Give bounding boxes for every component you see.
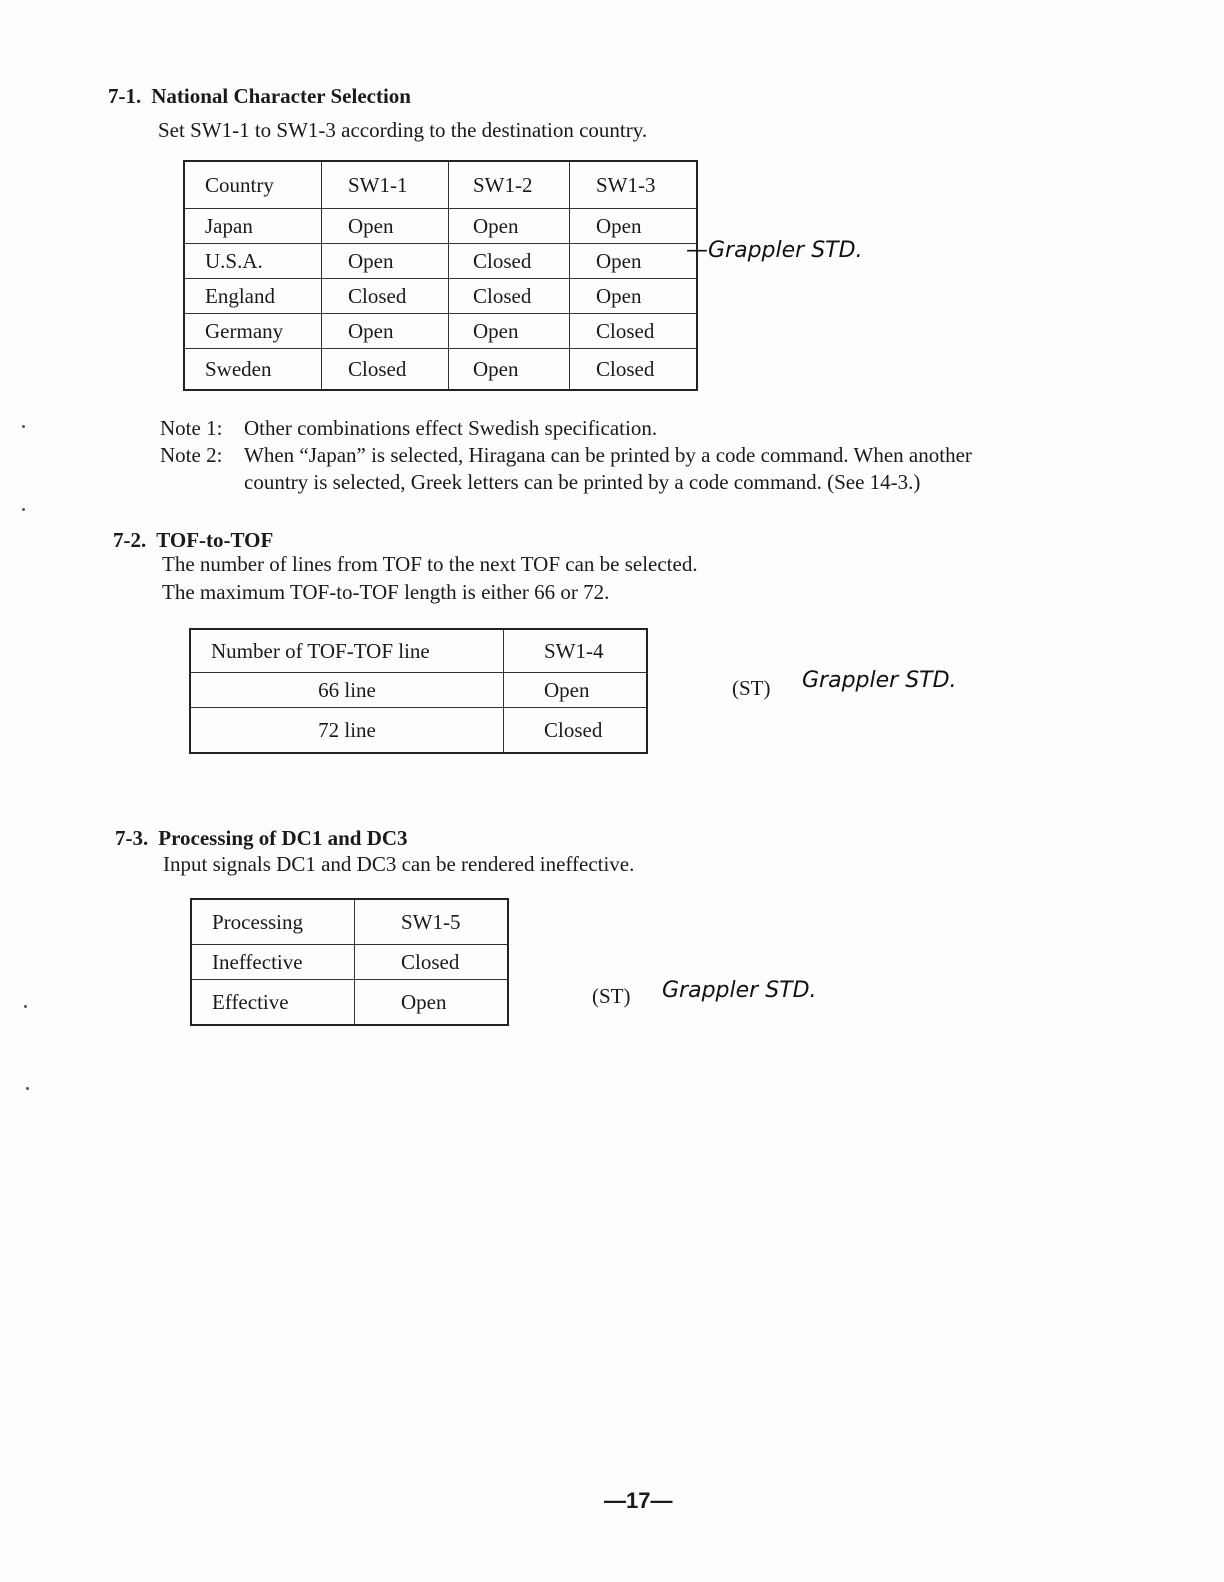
section-7-1-heading — [108, 84, 411, 109]
scan-mark — [24, 1005, 27, 1008]
note-1 — [160, 416, 657, 441]
annotation-dash: — — [686, 238, 708, 263]
table-cell: Effective — [191, 980, 355, 1026]
section-title: National Character Selection — [151, 84, 411, 108]
handwritten-annotation: —Grappler STD. — [686, 238, 863, 263]
standard-setting-label: (ST) — [592, 984, 631, 1008]
table-cell: Open — [570, 279, 698, 314]
section-7-1-intro: Set SW1-1 to SW1-3 according to the destination country. — [158, 118, 648, 142]
section-7-2-heading — [113, 528, 273, 553]
table-cell: Open — [570, 244, 698, 279]
table-cell: Open — [322, 209, 449, 244]
table-cell: Open — [504, 673, 648, 708]
page-number: —17— — [604, 1488, 673, 1513]
section-title: TOF-to-TOF — [156, 528, 274, 552]
table-row — [184, 314, 697, 349]
note-2 — [160, 443, 972, 468]
table-cell: Closed — [449, 244, 570, 279]
section-7-2-line2: The maximum TOF-to-TOF length is either 66 or 72. — [162, 580, 610, 604]
table-cell: Closed — [570, 349, 698, 391]
table-cell: Closed — [355, 945, 509, 980]
table-cell: Closed — [570, 314, 698, 349]
header-cell: Country — [184, 161, 322, 209]
section-7-2-line1: The number of lines from TOF to the next TOF can be selected. — [162, 552, 698, 576]
header-cell: SW1-1 — [322, 161, 449, 209]
table-cell: Open — [449, 209, 570, 244]
scan-mark — [22, 425, 25, 428]
table-row — [184, 244, 697, 279]
table-header-row — [184, 161, 697, 209]
section-7-3-line1: Input signals DC1 and DC3 can be rendered ineffective. — [163, 852, 635, 876]
table-cell: Closed — [504, 708, 648, 754]
national-character-table — [183, 160, 698, 391]
table-header-row — [190, 629, 647, 673]
header-cell: SW1-5 — [355, 899, 509, 945]
table-row — [191, 980, 508, 1026]
table-row — [190, 673, 647, 708]
handwritten-annotation: Grappler STD. — [802, 668, 957, 693]
note-2-continued: country is selected, Greek letters can be printed by a code command. (See 14-3.) — [244, 470, 921, 494]
table-cell: Open — [449, 314, 570, 349]
table-cell: U.S.A. — [184, 244, 322, 279]
table-row — [190, 708, 647, 754]
header-cell: SW1-3 — [570, 161, 698, 209]
header-cell: Number of TOF-TOF line — [190, 629, 504, 673]
table-cell: Ineffective — [191, 945, 355, 980]
header-cell: Processing — [191, 899, 355, 945]
standard-setting-label: (ST) — [732, 676, 771, 700]
table-cell: 72 line — [190, 708, 504, 754]
table-row — [191, 945, 508, 980]
table-cell: England — [184, 279, 322, 314]
tof-table — [189, 628, 648, 754]
note-text: Other combinations effect Swedish specification. — [244, 416, 658, 440]
section-number: 7-1. — [108, 84, 142, 108]
table-cell: Germany — [184, 314, 322, 349]
table-cell: 66 line — [190, 673, 504, 708]
scan-mark — [26, 1087, 29, 1090]
header-cell: SW1-2 — [449, 161, 570, 209]
table-row — [184, 279, 697, 314]
table-header-row — [191, 899, 508, 945]
scan-mark — [22, 508, 25, 511]
header-cell: SW1-4 — [504, 629, 648, 673]
table-cell: Japan — [184, 209, 322, 244]
table-row — [184, 349, 697, 391]
section-number: 7-2. — [113, 528, 147, 552]
section-number: 7-3. — [115, 826, 149, 850]
table-cell: Open — [322, 244, 449, 279]
handwritten-annotation: Grappler STD. — [662, 978, 817, 1003]
table-cell: Open — [570, 209, 698, 244]
table-cell: Open — [449, 349, 570, 391]
note-label: Note 2: — [160, 443, 223, 467]
section-7-3-heading — [115, 826, 408, 851]
table-cell: Closed — [322, 349, 449, 391]
dc1-dc3-table — [190, 898, 509, 1026]
table-row — [184, 209, 697, 244]
table-cell: Closed — [449, 279, 570, 314]
table-cell: Open — [355, 980, 509, 1026]
table-cell: Closed — [322, 279, 449, 314]
table-cell: Open — [322, 314, 449, 349]
note-label: Note 1: — [160, 416, 223, 440]
table-cell: Sweden — [184, 349, 322, 391]
note-text: When “Japan” is selected, Hiragana can be printed by a code command. When another — [244, 443, 972, 467]
section-title: Processing of DC1 and DC3 — [158, 826, 408, 850]
